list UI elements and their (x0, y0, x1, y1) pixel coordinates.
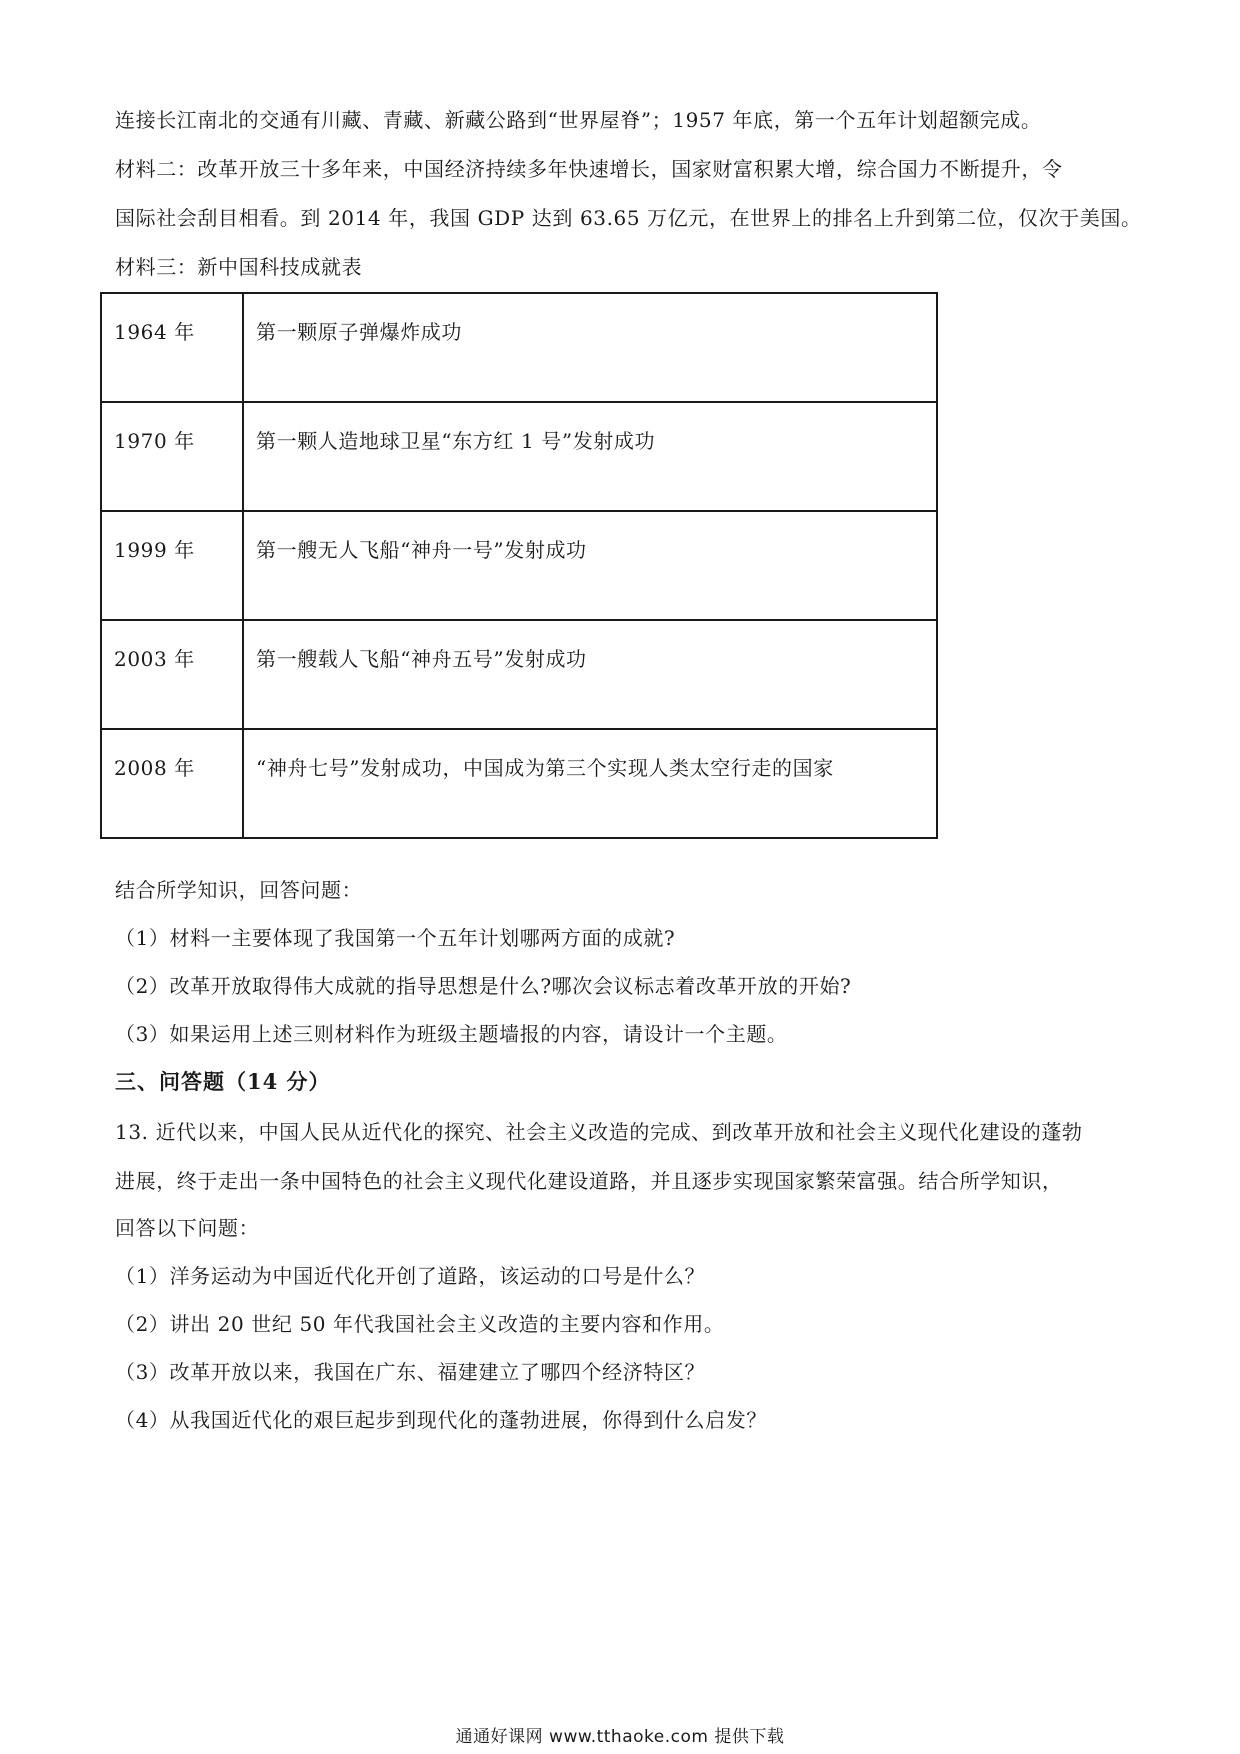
q12-question-1: （1）材料一主要体现了我国第一个五年计划哪两方面的成就? (115, 926, 676, 950)
section-3-heading: 三、问答题（14 分） (115, 1069, 331, 1094)
table-row (101, 402, 937, 511)
event-cell: 第一颗人造地球卫星“东方红 1 号”发射成功 (243, 402, 937, 511)
table-row (101, 620, 937, 729)
material-two-line-1: 材料二：改革开放三十多年来，中国经济持续多年快速增长，国家财富积累大增，综合国力不断提升，令 (115, 157, 1063, 181)
table-row (101, 729, 937, 838)
q12-prompt: 结合所学知识，回答问题： (115, 878, 363, 902)
event-cell: 第一艘载人飞船“神舟五号”发射成功 (243, 620, 937, 729)
year-cell: 1964 年 (101, 293, 243, 402)
event-cell: “神舟七号”发射成功，中国成为第三个实现人类太空行走的国家 (243, 729, 937, 838)
tech-achievements-table (100, 292, 938, 839)
material-three-title: 材料三：新中国科技成就表 (115, 255, 363, 279)
page-footer: 通通好课网 www.tthaoke.com 提供下载 (455, 1727, 785, 1747)
q13-stem-line-2: 进展，终于走出一条中国特色的社会主义现代化建设道路，并且逐步实现国家繁荣富强。结合所学知识， (115, 1169, 1063, 1193)
year-cell: 2003 年 (101, 620, 243, 729)
year-cell: 1970 年 (101, 402, 243, 511)
event-cell: 第一艘无人飞船“神舟一号”发射成功 (243, 511, 937, 620)
event-cell: 第一颗原子弹爆炸成功 (243, 293, 937, 402)
year-cell: 1999 年 (101, 511, 243, 620)
q13-question-1: （1）洋务运动为中国近代化开创了道路，该运动的口号是什么？ (115, 1264, 706, 1288)
q12-question-2: （2）改革开放取得伟大成就的指导思想是什么?哪次会议标志着改革开放的开始? (115, 974, 852, 998)
q12-question-3: （3）如果运用上述三则材料作为班级主题墙报的内容，请设计一个主题。 (115, 1022, 788, 1046)
table-row (101, 293, 937, 402)
q13-stem-line-3: 回答以下问题： (115, 1216, 260, 1240)
q13-question-2: （2）讲出 20 世纪 50 年代我国社会主义改造的主要内容和作用。 (115, 1312, 725, 1336)
table-row (101, 511, 937, 620)
year-cell: 2008 年 (101, 729, 243, 838)
material-two-line-2: 国际社会刮目相看。到 2014 年，我国 GDP 达到 63.65 万亿元，在世界上的排名上升到第二位，仅次于美国。 (115, 206, 1142, 230)
q13-stem-line-1: 13. 近代以来，中国人民从近代化的探究、社会主义改造的完成、到改革开放和社会主义现代化建设的蓬勃 (115, 1120, 1083, 1144)
material-one-tail: 连接长江南北的交通有川藏、青藏、新藏公路到“世界屋脊”；1957 年底，第一个五年计划超额完成。 (115, 108, 1042, 132)
q13-question-3: （3）改革开放以来，我国在广东、福建建立了哪四个经济特区？ (115, 1360, 706, 1384)
q13-question-4: （4）从我国近代化的艰巨起步到现代化的蓬勃进展，你得到什么启发？ (115, 1408, 767, 1432)
